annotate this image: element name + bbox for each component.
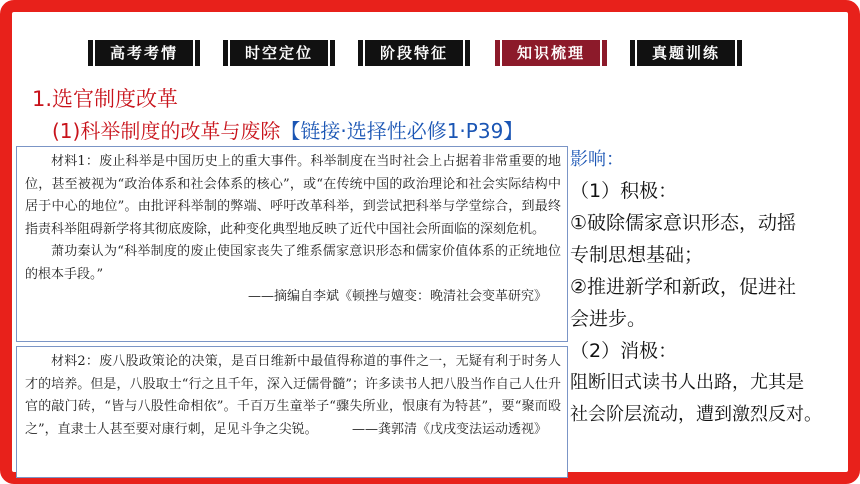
material-1-paragraph-2: 萧功秦认为“科举制度的废止使国家丧失了维系儒家意识形态和儒家价值体系的正统地位的根本手段。”	[25, 244, 561, 282]
subsection-heading	[52, 115, 523, 144]
tab-zhishi-shuli[interactable]: 知识梳理	[502, 40, 600, 66]
impact-line: 专制思想基础；	[570, 244, 704, 266]
impact-title: 影响：	[570, 149, 624, 170]
material-2-source: ——龚郭清《戊戌变法运动透视》	[351, 421, 547, 437]
tab-gaokao-kaoqing[interactable]: 高考考情	[95, 40, 193, 66]
subsection-title: (1)科举制度的改革与废除	[52, 119, 281, 143]
material-1-paragraph-1: 材料1：废止科举是中国历史上的重大事件。科举制度在当时社会上占据着非常重要的地位，甚至被视为“政治体系和社会体系的核心”，或“在传统中国的政治理论和社会实际结构中居于中心的地位”。由批评科举制的弊端、呼吁改革科举，到尝试把科举与学堂综合，到最终指责科举阻碍新学将其彻底废除，此种变化典型地反映了近代中国社会所面临的深刻危机。	[25, 154, 561, 237]
tab-zhenti-xunlian[interactable]: 真题训练	[637, 40, 735, 66]
impact-line: ①破除儒家意识形态，动摇	[570, 212, 797, 234]
textbook-link[interactable]: 【链接·选择性必修1·P39】	[280, 119, 524, 143]
impact-line: （1）积极：	[570, 180, 678, 202]
material-2-paragraph-1: 材料2：废八股政策论的决策，是百日维新中最值得称道的事件之一，无疑有利于时务人才的培养。但是，八股取士“行之且千年，深入迂儒骨髓”；许多读书人把八股当作自己人仕升官的敲门砖，“皆与八股性命相依”。千百万生童举子“骤失所业，恨康有为特甚”，要“聚而殴之”，直隶士人甚至要对康行刺，足见斗争之尖锐。	[25, 354, 561, 437]
impact-line: （2）消极：	[570, 340, 678, 362]
tab-shikong-dingwei[interactable]: 时空定位	[230, 40, 328, 66]
material-1-source: ——摘编自李斌《顿挫与嬗变：晚清社会变革研究》	[247, 289, 547, 304]
nav-tabs	[0, 40, 860, 66]
impact-line: ②推进新学和新政，促进社	[570, 276, 797, 298]
section-heading: 1.选官制度改革	[32, 87, 179, 111]
impact-panel	[570, 149, 852, 431]
impact-line: 阻断旧式读书人出路，尤其是	[570, 372, 804, 393]
material-1-box	[16, 146, 568, 342]
material-2-box	[16, 346, 568, 478]
impact-line: 社会阶层流动，遭到激烈反对。	[570, 404, 822, 425]
tab-jieduan-tezheng[interactable]: 阶段特征	[365, 40, 463, 66]
impact-line: 会进步。	[570, 308, 647, 330]
